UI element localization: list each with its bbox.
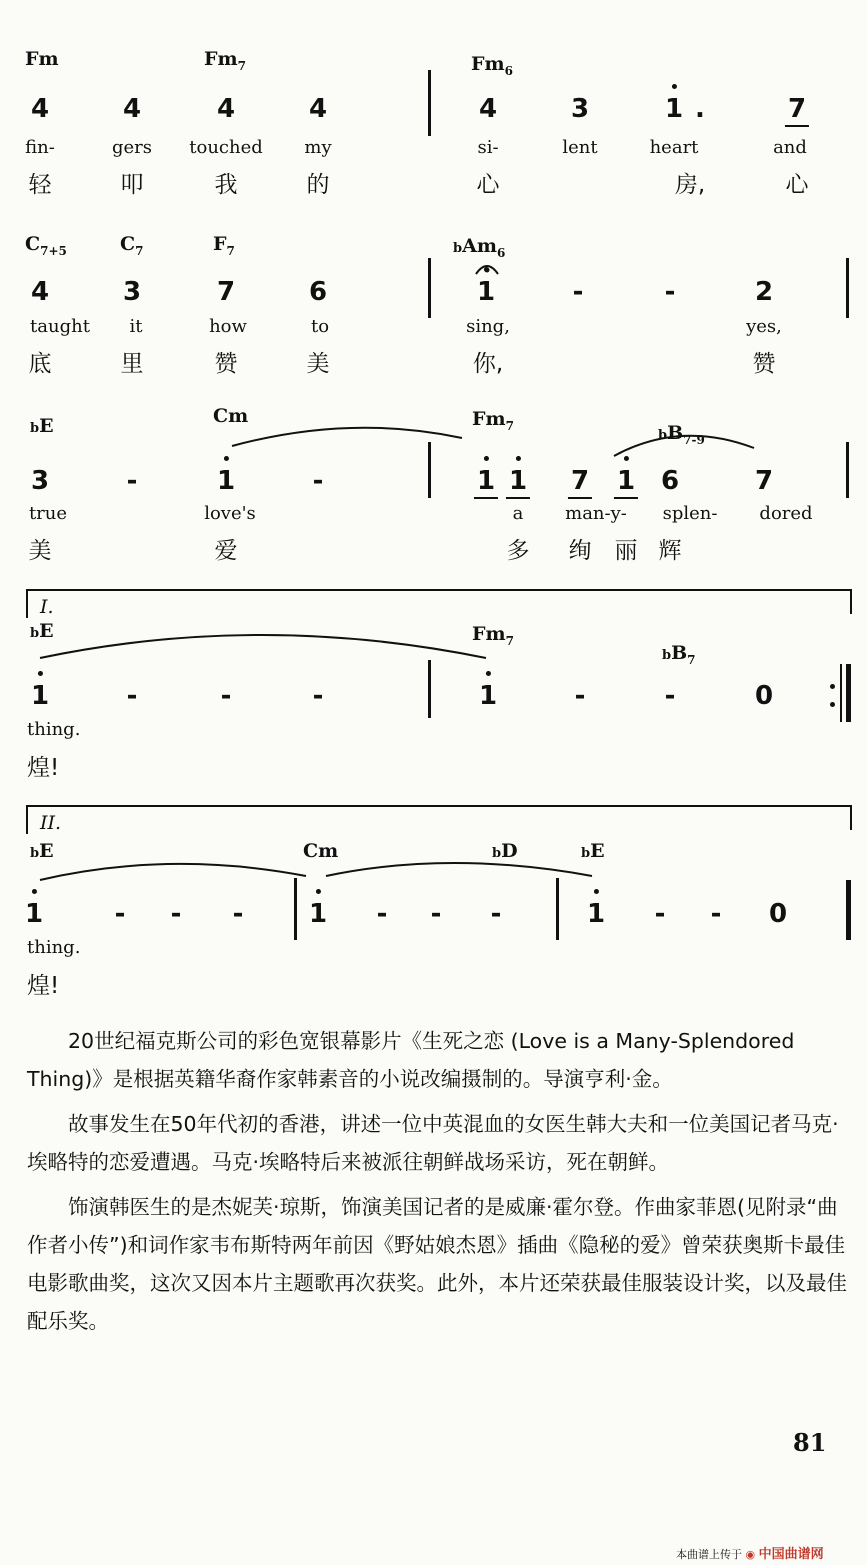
chinese-lyric: 心 xyxy=(785,172,809,198)
note-text: - xyxy=(664,681,676,711)
flat-sign: b xyxy=(30,421,40,436)
chord-root: E xyxy=(39,620,54,642)
note-text: - xyxy=(232,899,244,929)
chinese-lyric: 辉 xyxy=(658,538,682,564)
english-lyric: to xyxy=(310,316,330,337)
chord-root: E xyxy=(39,415,54,437)
chinese-lyric: 煌! xyxy=(27,755,60,781)
note-text: 4 xyxy=(478,94,498,124)
english-lyric: splen- xyxy=(662,503,718,524)
english-lyric: dored xyxy=(759,503,813,524)
chord-root: Fm xyxy=(25,48,59,70)
note-text: - xyxy=(170,899,182,929)
note-text: 1 xyxy=(586,899,606,929)
chinese-lyric: 美 xyxy=(28,538,52,564)
english-lyric: fin- xyxy=(25,137,55,158)
note-text: - xyxy=(376,899,388,929)
chord-root: Fm xyxy=(472,623,506,645)
chinese-lyric: 的 xyxy=(306,172,330,198)
note-text: 1 xyxy=(478,681,498,711)
note-text: 1 xyxy=(30,681,50,711)
chord-extension: 7 xyxy=(226,243,235,258)
chinese-lyric: 煌! xyxy=(27,973,60,999)
chinese-lyric: 里 xyxy=(120,351,144,377)
chinese-lyric: 心 xyxy=(476,172,500,198)
chord-root: B xyxy=(671,642,688,664)
footer-text: 本曲谱上传于 xyxy=(676,1548,742,1561)
fermata-dot xyxy=(485,268,490,273)
english-lyric: thing. xyxy=(27,937,81,958)
chord-extension: 7 xyxy=(505,418,514,433)
slur xyxy=(326,863,592,876)
chord-extension: 7 xyxy=(687,652,696,667)
english-lyric: love's xyxy=(204,503,256,524)
chord-extension: 7+5 xyxy=(40,243,67,258)
note-text: - xyxy=(114,899,126,929)
chord-root: Am xyxy=(462,235,497,257)
note-text: 4 xyxy=(30,94,50,124)
chinese-lyric: 底 xyxy=(28,351,52,377)
note-text: - xyxy=(126,681,138,711)
chord-root: E xyxy=(590,840,605,862)
note-text: 1 xyxy=(24,899,44,929)
english-lyric: yes, xyxy=(746,316,782,337)
note-text: 1 xyxy=(664,94,684,124)
note-text: - xyxy=(664,277,676,307)
english-lyric: taught xyxy=(30,316,90,337)
slur xyxy=(614,436,754,456)
chinese-lyric: 房, xyxy=(674,172,706,198)
english-lyric: gers xyxy=(111,137,153,158)
note-text: 1 xyxy=(508,466,528,496)
note-text: - xyxy=(312,466,324,496)
english-lyric: man-y- xyxy=(565,503,627,524)
note-text: 7 xyxy=(216,277,236,307)
note-text: - xyxy=(126,466,138,496)
note-text: 7 xyxy=(754,466,774,496)
chinese-lyric: 我 xyxy=(214,172,238,198)
chord-root: Fm xyxy=(471,53,505,75)
chord-root: E xyxy=(39,840,54,862)
chinese-lyric: 多 xyxy=(506,538,530,564)
chinese-lyric: 赞 xyxy=(752,351,776,377)
chord-root: Fm xyxy=(472,408,506,430)
note-text: 7 xyxy=(787,94,807,124)
paragraph-1: 20世纪福克斯公司的彩色宽银幕影片《生死之恋 (Love is a Many-Splendored Thing)》是根据英籍华裔作家韩素音的小说改编摄制的。导演亨利·金。 xyxy=(27,1029,795,1091)
chord-extension: 7 xyxy=(237,58,246,73)
chord-root: Fm xyxy=(204,48,238,70)
chord-extension: 6 xyxy=(496,245,506,260)
english-lyric: heart xyxy=(649,137,699,158)
note-text: 4 xyxy=(308,94,328,124)
note-text: 1 xyxy=(476,277,496,307)
note-text: - xyxy=(490,899,502,929)
note-text: 6 xyxy=(308,277,328,307)
english-lyric: it xyxy=(129,316,143,337)
english-lyric: si- xyxy=(477,137,499,158)
chord-root: Cm xyxy=(303,840,339,862)
note-text: 4 xyxy=(30,277,50,307)
flat-sign: b xyxy=(492,846,502,861)
chinese-lyric: 绚 xyxy=(568,538,592,564)
note-text: 3 xyxy=(122,277,142,307)
article-text xyxy=(27,1022,847,1347)
flat-sign: b xyxy=(658,428,668,443)
english-lyric: true xyxy=(28,503,68,524)
note-text: 0 xyxy=(768,899,788,929)
english-lyric: a xyxy=(512,503,524,524)
paragraph-3: 饰演韩医生的是杰妮芙·琼斯，饰演美国记者的是威廉·霍尔登。作曲家菲恩(见附录“曲作者小传”)和词作家韦布斯特两年前因《野姑娘杰恩》插曲《隐秘的爱》曾荣获奥斯卡最佳电影歌曲奖，这次又因本片主题歌再次获奖。此外，本片还荣获最佳服装设计奖，以及最佳配乐奖。 xyxy=(27,1195,847,1333)
note-text: 3 xyxy=(570,94,590,124)
footer-brand: 中国曲谱网 xyxy=(758,1547,824,1562)
chinese-lyric: 叩 xyxy=(120,172,144,198)
chord-extension: 6 xyxy=(504,63,513,78)
chord-root: C xyxy=(25,233,41,255)
flat-sign: b xyxy=(453,241,463,256)
note-text: - xyxy=(572,277,584,307)
english-lyric: touched xyxy=(189,137,263,158)
chinese-lyric: 轻 xyxy=(28,172,52,198)
note-text: 1 xyxy=(308,899,328,929)
volta-label: I. xyxy=(40,596,54,618)
english-lyric: my xyxy=(304,137,332,158)
chord-extension: 7 xyxy=(135,243,144,258)
volta-bracket xyxy=(27,590,851,618)
paragraph-2: 故事发生在50年代初的香港，讲述一位中英混血的女医生韩大夫和一位美国记者马克·埃略特的恋爱遭遇。马克·埃略特后来被派往朝鲜战场采访，死在朝鲜。 xyxy=(27,1112,839,1174)
chinese-lyric: 你, xyxy=(472,351,504,377)
note-text: 1 xyxy=(476,466,496,496)
chord-root: D xyxy=(501,840,518,862)
english-lyric: lent xyxy=(562,137,598,158)
site-logo-icon: ◉ xyxy=(745,1548,756,1561)
flat-sign: b xyxy=(30,626,40,641)
flat-sign: b xyxy=(662,648,672,663)
chinese-lyric: 美 xyxy=(306,351,330,377)
note-text: - xyxy=(430,899,442,929)
note-text: - xyxy=(574,681,586,711)
note-text: 7 xyxy=(570,466,590,496)
note-text: 4 xyxy=(122,94,142,124)
chord-extension: 7-9 xyxy=(683,432,705,447)
note-text: 3 xyxy=(30,466,50,496)
english-lyric: how xyxy=(209,316,247,337)
note-text: - xyxy=(220,681,232,711)
note-text: 2 xyxy=(754,277,774,307)
flat-sign: b xyxy=(30,846,40,861)
volta-bracket xyxy=(27,806,851,834)
note-text: 1 xyxy=(216,466,236,496)
chord-extension: 7 xyxy=(505,633,514,648)
page-number: 81 xyxy=(793,1428,827,1457)
chinese-lyric: 爱 xyxy=(214,538,238,564)
note-text: 0 xyxy=(754,681,774,711)
chord-root: C xyxy=(120,233,136,255)
slur xyxy=(40,864,306,880)
chinese-lyric: 赞 xyxy=(214,351,238,377)
note-text: - xyxy=(312,681,324,711)
chord-root: Cm xyxy=(213,405,249,427)
note-text: - xyxy=(654,899,666,929)
note-text: 1 xyxy=(616,466,636,496)
note-text: 6 xyxy=(660,466,680,496)
english-lyric: sing, xyxy=(466,316,510,337)
note-text: - xyxy=(710,899,722,929)
slur xyxy=(40,635,486,658)
flat-sign: b xyxy=(581,846,591,861)
note-text: 4 xyxy=(216,94,236,124)
note-text: . xyxy=(695,94,705,124)
english-lyric: and xyxy=(773,137,807,158)
chord-root: F xyxy=(213,233,227,255)
footer-credit xyxy=(676,1543,824,1562)
chinese-lyric: 丽 xyxy=(614,538,638,564)
chord-root: B xyxy=(667,422,684,444)
volta-label: II. xyxy=(40,812,62,834)
english-lyric: thing. xyxy=(27,719,81,740)
slur xyxy=(232,428,462,446)
